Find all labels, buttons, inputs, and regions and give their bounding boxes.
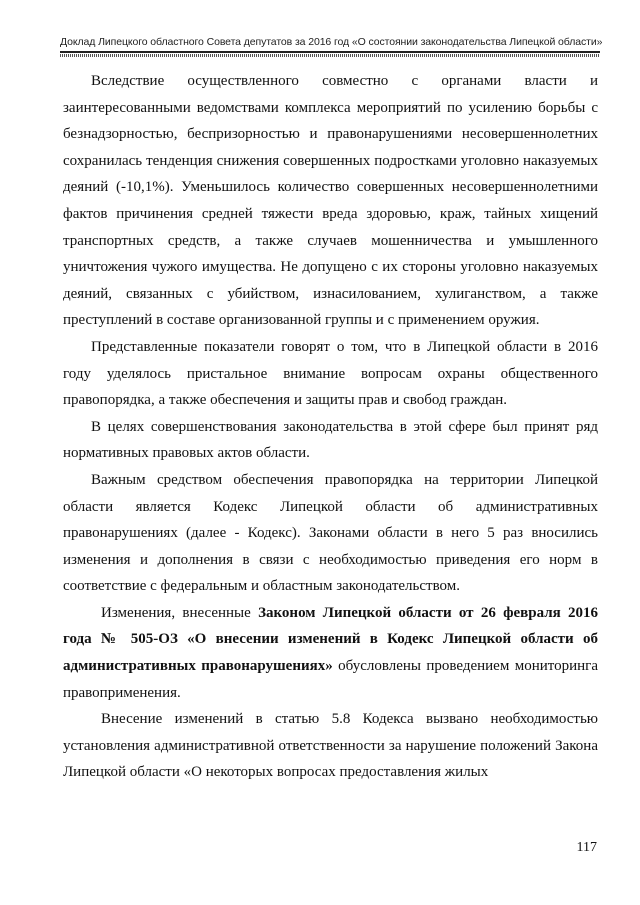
running-header: Доклад Липецкого областного Совета депутатов за 2016 год «О состоянии законодательства Липецкой области» [60, 36, 603, 48]
paragraph-legal-acts: В целях совершенствования законодательства в этой сфере был принят ряд нормативных правовых актов области. [63, 418, 598, 462]
amendments-lead: Изменения, внесенные [101, 604, 259, 621]
header-divider [60, 51, 600, 57]
page-number: 117 [576, 840, 597, 855]
paragraph-article-5-8: Внесение изменений в статью 5.8 Кодекса вызвано необходимостью установления административной ответственности за нарушение положений Закона Липецкой области «О некоторых вопросах предоставления жилых [63, 711, 598, 781]
paragraph-code: Важным средством обеспечения правопорядка на территории Липецкой области является Кодекс Липецкой области об административных правонарушениях (далее - Кодекс). Законами области в него 5 раз вносились изменения и дополнения в связи с необходимостью приведения его норм в соответствие с федеральным и областным законодательством. [63, 471, 598, 595]
amendments-tail: обусловлены проведением мониторинга правоприменения. [63, 658, 598, 701]
body-text [63, 68, 598, 786]
paragraph-juvenile-crime: Вследствие осуществленного совместно с органами власти и заинтересованными ведомствами комплекса мероприятий по усилению борьбы с безнадзорностью, беспризорностью и правонарушениями несовершеннолетних сохранилась тенденция снижения совершенных подростками уголовно наказуемых деяний (-10,1%). Уменьшилось количество совершенных несовершеннолетними фактов причинения средней тяжести вреда здоровью, краж, тайных хищений транспортных средств, а также случаев мошенничества и умышленного уничтожения чужого имущества. Не допущено с их стороны уголовно наказуемых деяний, связанных с убийством, изнасилованием, хулиганством, а также преступлений в составе организованной группы и с применением оружия. [63, 73, 598, 329]
paragraph-indicators: Представленные показатели говорят о том, что в Липецкой области в 2016 году уделялось пристальное внимание вопросам охраны общественного правопорядка, а также обеспечения и защиты прав и свобод граждан. [63, 338, 598, 409]
law-reference: Законом Липецкой области от 26 февраля 2016 года № 505-ОЗ «О внесении изменений в Кодекс Липецкой области об административных правонарушениях» [63, 604, 598, 675]
paragraph-amendments [63, 600, 598, 706]
